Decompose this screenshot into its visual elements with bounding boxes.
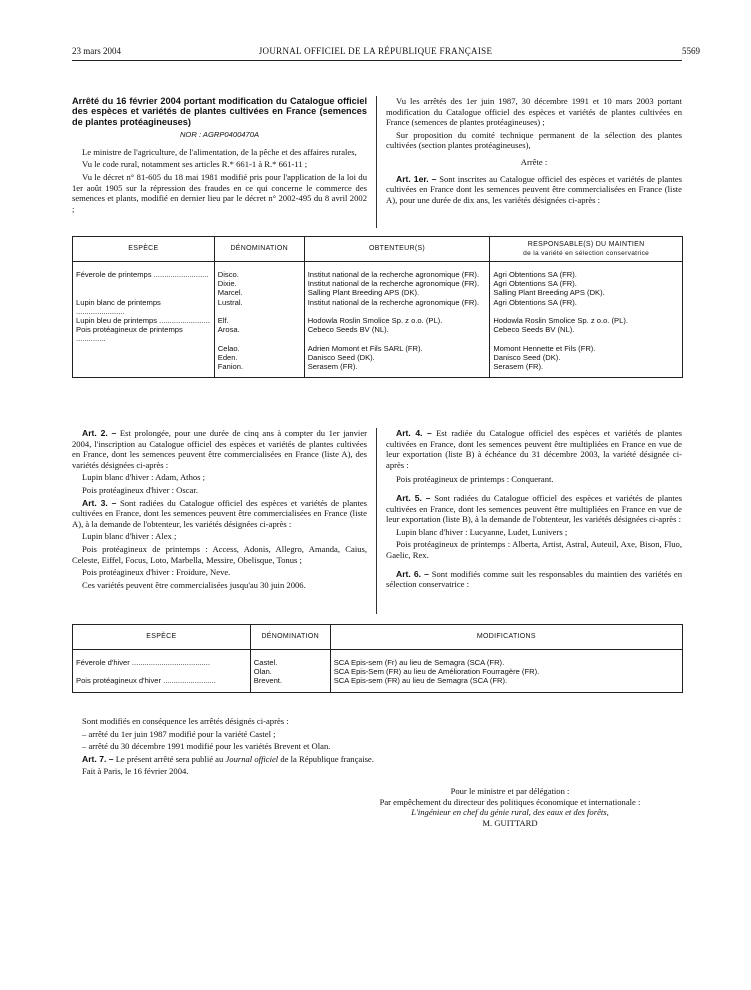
table-cell-resp: Agri Obtentions SA (FR). (490, 298, 683, 316)
table-row (73, 667, 683, 676)
issue-date: 23 mars 2004 (72, 46, 121, 56)
col-header-espece: ESPÈCE (73, 237, 215, 262)
article-1: Art. 1er. – Sont inscrites au Catalogue officiel des espèces et variétés de plantes cultivées en France dont les semences peuvent être commercialisées en France (liste A), pour une durée de dix ans, les variétés désignées ci-après : (386, 173, 682, 205)
article-3: Art. 3. – Sont radiées du Catalogue officiel des espèces et variétés de plantes cultivées en France, dont les semences peuvent être commercialisées en France (liste A), à la demande de l'obtenteur, les variétés désignées ci-après : (72, 497, 367, 529)
article-5: Art. 5. – Sont radiées du Catalogue officiel des espèces et variétés de plantes cultivées en France, dont les semences peuvent être multipliées en France en vue de leur exportation (liste B), à la demande de l'obtenteur, les variétés désignées ci-après : (386, 492, 682, 525)
table-row (73, 262, 683, 280)
table-cell-resp: Hodowla Roslin Smolice Sp. z o.o. (PL). (490, 316, 683, 325)
table-cell-obt: Salling Plant Breeding APS (DK). (304, 288, 490, 297)
header-rule (72, 60, 682, 61)
arrete-heading: Arrête : (520, 156, 548, 167)
table-cell-espece: Lupin blanc de printemps ....................... (73, 298, 215, 316)
table-cell-denom: Marcel. (214, 288, 304, 297)
table-cell-denom: Elf. (214, 316, 304, 325)
paragraph: Le ministre de l'agriculture, de l'alimentation, de la pêche et des affaires rurales, (82, 146, 357, 157)
left-column-top (72, 96, 367, 216)
table-cell-denom: Lustral. (214, 298, 304, 316)
table-row (73, 279, 683, 288)
table-row (73, 298, 683, 316)
table-cell-resp: Cebeco Seeds BV (NL). (490, 325, 683, 343)
table-cell-denom: Celao. (214, 344, 304, 353)
signature-line: Pour le ministre et par délégation : (450, 786, 570, 796)
list-item: Lupin blanc d'hiver : Adam, Athos ; (82, 472, 206, 483)
article-7: Art. 7. – Le présent arrêté sera publié au Journal officiel de la République française. (82, 753, 374, 764)
list-item: Lupin blanc d'hiver : Alex ; (82, 531, 177, 542)
table-cell-denom: Dixie. (214, 279, 304, 288)
table-cell-espece (73, 353, 215, 362)
varieties-table (72, 236, 683, 378)
article-4: Art. 4. – Est radiée du Catalogue officiel des espèces et variétés de plantes cultivées en France, dont les semences peuvent être multipliées en France en vue de leur exportation (liste B) à échéance du 31 décembre 2003, la variété désignée ci-après : (386, 428, 682, 470)
table-cell-obt: Cebeco Seeds BV (NL). (304, 325, 490, 343)
table-cell-denom: Disco. (214, 262, 304, 280)
table-cell-obt: Danisco Seed (DK). (304, 353, 490, 362)
table-row (73, 676, 683, 692)
signature-line: Par empêchement du directeur des politiques économique et internationale : (379, 796, 641, 807)
nor-reference: NOR : AGRP0400470A (179, 130, 260, 140)
table-cell-obt: Serasem (FR). (304, 362, 490, 378)
journal-title: JOURNAL OFFICIEL DE LA RÉPUBLIQUE FRANÇAISE (258, 46, 493, 56)
decree-title: Arrêté du 16 février 2004 portant modification du Catalogue officiel des espèces et variétés de plantes cultivées en France (semences de plantes protéagineuses) (72, 96, 367, 127)
paragraph: Vu le code rural, notamment ses articles R.* 661-1 à R.* 661-11 ; (82, 159, 308, 170)
table-cell-espece (73, 279, 215, 288)
signature-line: L'ingénieur en chef du génie rural, des eaux et des forêts, (411, 807, 609, 818)
table-cell-espece (73, 667, 251, 676)
table-cell-mod: SCA Epis-sem (FR) au lieu de Semagra (SCA (FR). (330, 676, 682, 692)
col-header-espece: ESPÈCE (73, 625, 251, 650)
table-cell-denom: Fanion. (214, 362, 304, 378)
table-row (73, 316, 683, 325)
table-cell-denom: Arosa. (214, 325, 304, 343)
table-cell-mod: SCA Epis-Sem (FR) au lieu de Amélioration Fourragère (FR). (330, 667, 682, 676)
signature-block (330, 786, 690, 828)
table-cell-espece (73, 362, 215, 378)
col-header-obtenteurs: OBTENTEUR(S) (304, 237, 490, 262)
paragraph: Sont modifiés en conséquence les arrêtés désignés ci-après : (82, 716, 289, 726)
column-divider (376, 96, 377, 228)
list-item: Pois protéagineux de printemps : Alberta, Artist, Astral, Auteuil, Axe, Bison, Fluo, Gaelic, Rex. (386, 539, 682, 560)
table-row (73, 353, 683, 362)
table-cell-espece: Lupin bleu de printemps ........................ (73, 316, 215, 325)
list-item: Pois protéagineux de printemps : Conquerant. (396, 474, 554, 485)
article-2: Art. 2. – Est prolongée, pour une durée de cinq ans à compter du 1er janvier 2004, l'inscription au Catalogue officiel des espèces et variétés de plantes cultivées en France, dont les semences peuvent être commercialisées en France (liste A), des variétés désignées ci-après : (72, 428, 367, 470)
table-row (73, 650, 683, 668)
table-cell-denom: Castel. (250, 650, 330, 668)
table-cell-obt: Institut national de la recherche agronomique (FR). (304, 279, 490, 288)
table-cell-resp: Agri Obtentions SA (FR). (490, 279, 683, 288)
signatory-name: M. GUITTARD (482, 817, 538, 828)
col-header-responsables: RESPONSABLE(S) DU MAINTIEN de la variété en sélection conservatrice (490, 237, 683, 262)
col-header-denomination: DÉNOMINATION (214, 237, 304, 262)
table-cell-resp: Salling Plant Breeding APS (DK). (490, 288, 683, 297)
table-cell-denom: Brevent. (250, 676, 330, 692)
table-row (73, 362, 683, 378)
table-cell-denom: Eden. (214, 353, 304, 362)
table-cell-espece (73, 344, 215, 353)
list-item: Pois protéagineux d'hiver : Oscar. (82, 484, 198, 495)
table-row (73, 325, 683, 343)
list-item: Ces variétés peuvent être commercialisées jusqu'au 30 juin 2006. (82, 579, 306, 590)
table-row (73, 344, 683, 353)
paragraph: Vu le décret n° 81-605 du 18 mai 1981 modifié pris pour l'application de la loi du 1er août 1905 sur la répression des fraudes en ce qui concerne le commerce des semences et plants, modifié en dernier lieu par le décret n° 2002-495 du 8 avril 2002 ; (72, 172, 367, 214)
place-date: Fait à Paris, le 16 février 2004. (82, 766, 189, 777)
column-divider (376, 428, 377, 614)
paragraph: Sur proposition du comité technique permanent de la sélection des plantes cultivées (section plantes protéagineuses), (386, 129, 682, 151)
table-row (73, 288, 683, 297)
modifications-table (72, 624, 683, 693)
table-cell-denom: Olan. (250, 667, 330, 676)
table-cell-resp: Agri Obtentions SA (FR). (490, 262, 683, 280)
table-cell-obt: Adrien Momont et Fils SARL (FR). (304, 344, 490, 353)
paragraph: Vu les arrêtés des 1er juin 1987, 30 décembre 1991 et 10 mars 2003 portant modification du Catalogue officiel des espèces et variétés de plantes cultivées en France (semences de plantes protéagineuses) ; (386, 96, 682, 128)
table-cell-obt: Institut national de la recherche agronomique (FR). (304, 262, 490, 280)
closing-text (72, 716, 682, 779)
list-item: Pois protéagineux de printemps : Access, Adonis, Allegro, Amanda, Caius, Celeste, Eiffel, Focus, Loto, Marbella, Messire, Obelisque, Tonus ; (72, 543, 367, 565)
right-column-top (386, 96, 682, 207)
article-6: Art. 6. – Sont modifiés comme suit les responsables du maintien des variétés en sélection conservatrice : (386, 568, 682, 590)
table-cell-mod: SCA Epis-sem (Fr) au lieu de Semagra (SCA (FR). (330, 650, 682, 668)
table-cell-espece: Pois protéagineux d'hiver ......................... (73, 676, 251, 692)
col-header-modifications: MODIFICATIONS (330, 625, 682, 650)
list-item: Lupin blanc d'hiver : Lucyanne, Ludet, Lunivers ; (396, 526, 568, 537)
list-item: – arrêté du 1er juin 1987 modifié pour la variété Castel ; (82, 728, 276, 739)
table-cell-resp: Danisco Seed (DK). (490, 353, 683, 362)
table-cell-espece: Féverole d'hiver ..................................... (73, 650, 251, 668)
table-cell-espece: Féverole de printemps .......................... (73, 262, 215, 280)
right-column-middle (386, 428, 682, 592)
list-item: Pois protéagineux d'hiver : Froidure, Neve. (82, 567, 231, 578)
col-header-denomination: DÉNOMINATION (250, 625, 330, 650)
table-cell-resp: Serasem (FR). (490, 362, 683, 378)
table-cell-espece: Pois protéagineux de printemps .............. (73, 325, 215, 343)
table-cell-obt: Hodowla Roslin Smolice Sp. z o.o. (PL). (304, 316, 490, 325)
table-cell-espece (73, 288, 215, 297)
page-number: 5569 (682, 46, 700, 56)
left-column-middle (72, 428, 367, 592)
list-item: – arrêté du 30 décembre 1991 modifié pour les variétés Brevent et Olan. (82, 741, 331, 752)
table-cell-resp: Momont Hennette et Fils (FR). (490, 344, 683, 353)
table-cell-obt: Institut national de la recherche agronomique (FR). (304, 298, 490, 316)
